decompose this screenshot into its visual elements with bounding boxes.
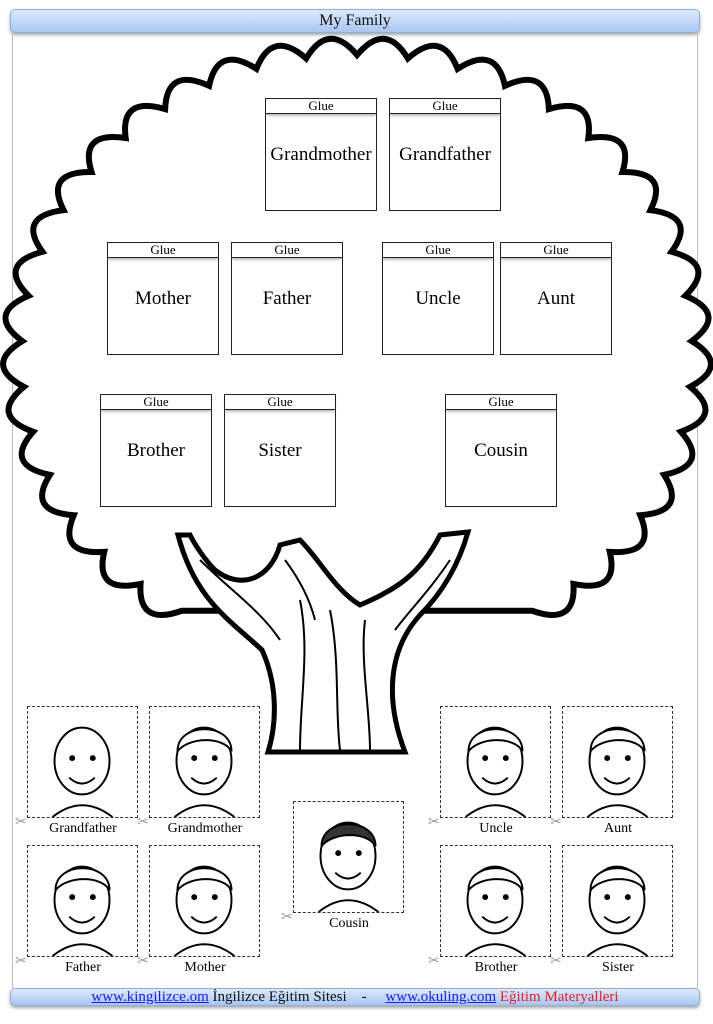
okuling-link[interactable]: www.okuling.com (385, 989, 497, 1005)
glue-strip: Glue (225, 395, 335, 410)
picture-card-brother[interactable] (440, 845, 551, 957)
box-word: Brother (126, 440, 186, 461)
grandfather-face-icon (28, 707, 137, 817)
footer-text-2: Eğitim Materyalleri (499, 989, 619, 1005)
picture-card-grandfather[interactable] (27, 706, 138, 818)
glue-box-aunt[interactable] (500, 242, 612, 355)
picture-card-uncle[interactable] (440, 706, 551, 818)
picture-card-grandmother[interactable] (149, 706, 260, 818)
aunt-face-icon (563, 707, 672, 817)
scissors-icon: ✂ (281, 910, 293, 925)
box-word: Grandmother (270, 144, 372, 165)
scissors-icon: ✂ (15, 954, 27, 969)
glue-strip: Glue (108, 243, 218, 258)
picture-card-father[interactable] (27, 845, 138, 957)
glue-strip: Glue (232, 243, 342, 258)
card-label: Aunt (604, 821, 632, 836)
card-label: Sister (602, 960, 634, 975)
scissors-icon: ✂ (137, 954, 149, 969)
card-label: Mother (184, 960, 226, 975)
glue-box-sister[interactable] (224, 394, 336, 507)
scissors-icon: ✂ (15, 815, 27, 830)
glue-strip: Glue (501, 243, 611, 258)
footer-text-1: İngilizce Eğitim Sitesi (212, 989, 347, 1005)
page-title: My Family (10, 9, 700, 33)
box-word: Grandfather (399, 144, 491, 165)
card-label: Grandfather (49, 821, 117, 836)
uncle-face-icon (441, 707, 550, 817)
glue-strip: Glue (101, 395, 211, 410)
grandmother-face-icon (150, 707, 259, 817)
picture-card-sister[interactable] (562, 845, 673, 957)
cousin-face-icon (294, 802, 403, 912)
picture-card-mother[interactable] (149, 845, 260, 957)
glue-box-grandfather[interactable] (389, 98, 501, 211)
footer-separator: - (361, 989, 367, 1005)
scissors-icon: ✂ (428, 954, 440, 969)
mother-face-icon (150, 846, 259, 956)
scissors-icon: ✂ (550, 815, 562, 830)
scissors-icon: ✂ (428, 815, 440, 830)
card-label: Brother (474, 960, 518, 975)
sister-face-icon (563, 846, 672, 956)
glue-strip: Glue (390, 99, 500, 114)
picture-card-aunt[interactable] (562, 706, 673, 818)
glue-box-brother[interactable] (100, 394, 212, 507)
glue-box-grandmother[interactable] (265, 98, 377, 211)
card-label: Uncle (479, 821, 513, 836)
card-label: Grandmother (167, 821, 243, 836)
footer (10, 988, 700, 1006)
scissors-icon: ✂ (137, 815, 149, 830)
glue-box-uncle[interactable] (382, 242, 494, 355)
picture-card-cousin[interactable] (293, 801, 404, 913)
box-word: Cousin (474, 440, 528, 461)
glue-strip: Glue (266, 99, 376, 114)
kingilizce-link[interactable]: www.kingilizce.om (91, 989, 209, 1005)
father-face-icon (28, 846, 137, 956)
glue-box-cousin[interactable] (445, 394, 557, 507)
box-word: Mother (135, 288, 191, 309)
glue-strip: Glue (383, 243, 493, 258)
brother-face-icon (441, 846, 550, 956)
glue-strip: Glue (446, 395, 556, 410)
box-word: Father (262, 288, 312, 309)
glue-box-father[interactable] (231, 242, 343, 355)
card-label: Father (65, 960, 101, 975)
box-word: Aunt (537, 288, 575, 309)
card-label: Cousin (329, 916, 369, 931)
box-word: Uncle (415, 288, 461, 309)
scissors-icon: ✂ (550, 954, 562, 969)
box-word: Sister (258, 440, 302, 461)
glue-box-mother[interactable] (107, 242, 219, 355)
